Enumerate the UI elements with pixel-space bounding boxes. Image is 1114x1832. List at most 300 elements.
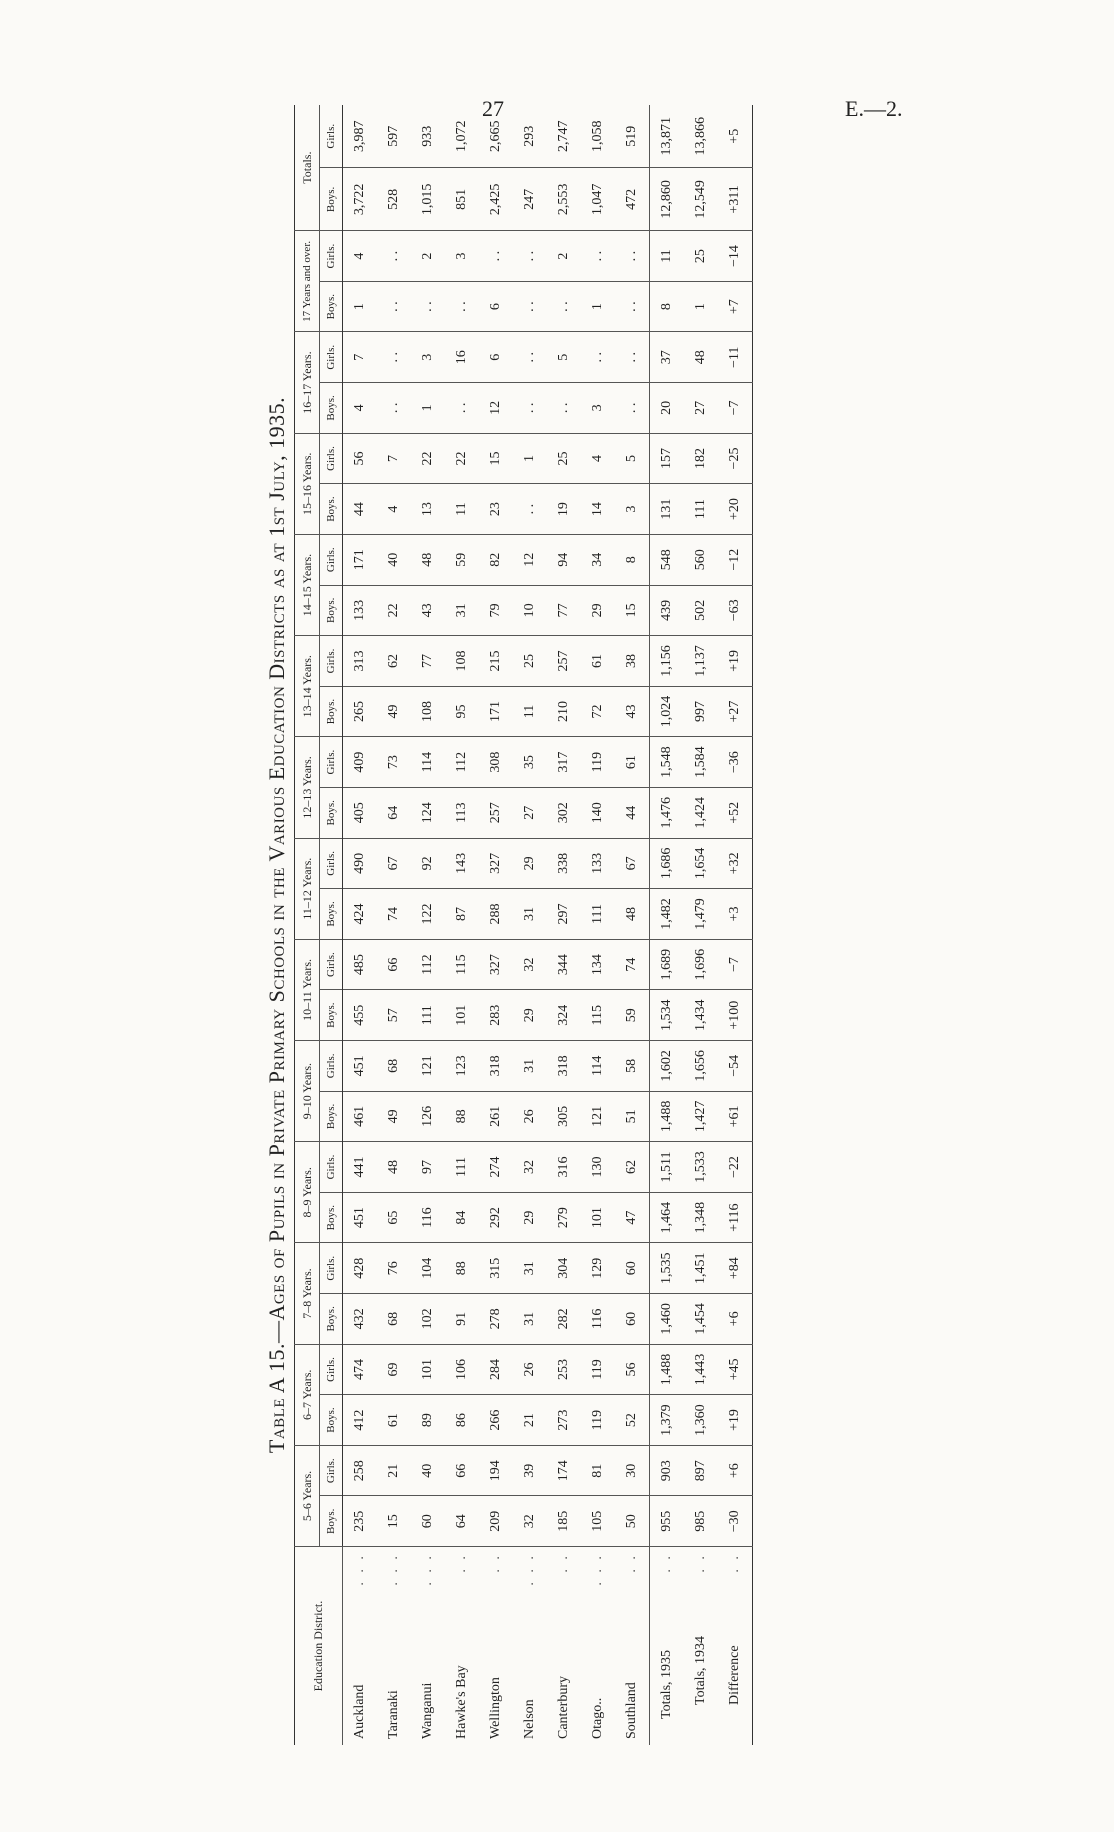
cell-value: . . — [547, 281, 581, 332]
cell-value: 1 — [684, 281, 718, 332]
cell-value: 66 — [377, 939, 411, 990]
cell-value: 59 — [615, 990, 650, 1041]
cell-value: −36 — [718, 737, 753, 788]
cell-value: 44 — [615, 787, 650, 838]
header-boys: Boys. — [320, 1294, 343, 1345]
table-row — [615, 105, 650, 1745]
cell-value: 451 — [343, 1192, 378, 1243]
cell-value: . . — [615, 383, 650, 434]
cell-value: 21 — [513, 1395, 547, 1446]
cell-value: 1 — [513, 433, 547, 484]
cell-value: 133 — [343, 585, 378, 636]
cell-value: 49 — [377, 1091, 411, 1142]
header-girls: Girls. — [320, 231, 343, 282]
cell-value: 12,549 — [684, 168, 718, 231]
cell-value: 3 — [411, 332, 445, 383]
cell-value: 185 — [547, 1496, 581, 1547]
cell-value: 519 — [615, 105, 650, 168]
cell-value: 305 — [547, 1091, 581, 1142]
cell-value: . . — [445, 281, 479, 332]
cell-value: 115 — [581, 990, 615, 1041]
cell-value: 25 — [513, 636, 547, 687]
cell-value: 441 — [343, 1142, 378, 1193]
cell-value: 31 — [445, 585, 479, 636]
cell-value: 43 — [411, 585, 445, 636]
cell-value: 86 — [445, 1395, 479, 1446]
header-boys: Boys. — [320, 787, 343, 838]
cell-value: . . — [445, 383, 479, 434]
cell-value: 274 — [479, 1142, 513, 1193]
cell-value: 283 — [479, 990, 513, 1041]
cell-value: . . — [513, 383, 547, 434]
cell-value: 439 — [650, 585, 685, 636]
cell-value: 210 — [547, 686, 581, 737]
cell-value: 59 — [445, 534, 479, 585]
header-group: 6–7 Years. — [295, 1344, 320, 1445]
cell-value: 34 — [581, 534, 615, 585]
cell-value: 20 — [650, 383, 685, 434]
cell-value: 126 — [411, 1091, 445, 1142]
district-name — [581, 1547, 615, 1745]
cell-value: 72 — [581, 686, 615, 737]
cell-value: +3 — [718, 889, 753, 940]
page-reference: E.—2. — [845, 96, 903, 121]
cell-value: 461 — [343, 1091, 378, 1142]
leader-dots: . . . — [386, 1553, 401, 1586]
cell-value: 6 — [479, 332, 513, 383]
cell-value: 318 — [547, 1041, 581, 1092]
district-label: Wanganui — [420, 1682, 435, 1739]
cell-value: 1,654 — [684, 838, 718, 889]
cell-value: 134 — [581, 939, 615, 990]
cell-value: 37 — [650, 332, 685, 383]
cell-value: 81 — [581, 1445, 615, 1496]
cell-value: 112 — [411, 939, 445, 990]
district-name — [445, 1547, 479, 1745]
table-row — [445, 105, 479, 1745]
cell-value: −22 — [718, 1142, 753, 1193]
cell-value: 2,665 — [479, 105, 513, 168]
cell-value: 1,072 — [445, 105, 479, 168]
leader-dots: . . . — [590, 1553, 605, 1586]
cell-value: 318 — [479, 1041, 513, 1092]
cell-value: 171 — [479, 686, 513, 737]
cell-value: 1,696 — [684, 939, 718, 990]
cell-value: 279 — [547, 1192, 581, 1243]
cell-value: 327 — [479, 939, 513, 990]
cell-value: . . — [513, 231, 547, 282]
leader-dots: . . . — [522, 1553, 537, 1586]
district-name — [684, 1547, 718, 1745]
cell-value: −7 — [718, 939, 753, 990]
cell-value: 324 — [547, 990, 581, 1041]
cell-value: 15 — [615, 585, 650, 636]
header-boys: Boys. — [320, 1192, 343, 1243]
header-girls: Girls. — [320, 1243, 343, 1294]
cell-value: . . — [615, 281, 650, 332]
cell-value: 7 — [377, 433, 411, 484]
cell-value: 171 — [343, 534, 378, 585]
cell-value: 7 — [343, 332, 378, 383]
cell-value: . . — [377, 332, 411, 383]
cell-value: 29 — [581, 585, 615, 636]
cell-value: 26 — [513, 1344, 547, 1395]
cell-value: 40 — [411, 1445, 445, 1496]
cell-value: 472 — [615, 168, 650, 231]
cell-value: 997 — [684, 686, 718, 737]
cell-value: 258 — [343, 1445, 378, 1496]
cell-value: 119 — [581, 1395, 615, 1446]
cell-value: 528 — [377, 168, 411, 231]
cell-value: 1 — [411, 383, 445, 434]
cell-value: 293 — [513, 105, 547, 168]
cell-value: 317 — [547, 737, 581, 788]
cell-value: 1,689 — [650, 939, 685, 990]
cell-value: 64 — [377, 787, 411, 838]
cell-value: 67 — [615, 838, 650, 889]
cell-value: 91 — [445, 1294, 479, 1345]
district-label: Difference — [727, 1645, 742, 1705]
cell-value: 143 — [445, 838, 479, 889]
cell-value: 49 — [377, 686, 411, 737]
cell-value: 490 — [343, 838, 378, 889]
cell-value: 5 — [547, 332, 581, 383]
cell-value: 1,548 — [650, 737, 685, 788]
header-row-sex — [320, 105, 343, 1745]
cell-value: 1,535 — [650, 1243, 685, 1294]
cell-value: 1,424 — [684, 787, 718, 838]
cell-value: 116 — [411, 1192, 445, 1243]
cell-value: +52 — [718, 787, 753, 838]
cell-value: 131 — [650, 484, 685, 535]
district-name — [547, 1547, 581, 1745]
district-name — [343, 1547, 378, 1745]
cell-value: 327 — [479, 838, 513, 889]
header-row-groups — [295, 105, 320, 1745]
header-girls: Girls. — [320, 433, 343, 484]
cell-value: . . — [615, 231, 650, 282]
header-boys: Boys. — [320, 686, 343, 737]
cell-value: 43 — [615, 686, 650, 737]
cell-value: 15 — [479, 433, 513, 484]
cell-value: 47 — [615, 1192, 650, 1243]
cell-value: 48 — [377, 1142, 411, 1193]
cell-value: +5 — [718, 105, 753, 168]
cell-value: 3,987 — [343, 105, 378, 168]
cell-value: 14 — [581, 484, 615, 535]
leader-dots: . . — [556, 1553, 571, 1573]
cell-value: 11 — [650, 231, 685, 282]
cell-value: −7 — [718, 383, 753, 434]
cell-value: +6 — [718, 1445, 753, 1496]
cell-value: 3 — [445, 231, 479, 282]
cell-value: 284 — [479, 1344, 513, 1395]
cell-value: 4 — [343, 231, 378, 282]
cell-value: 182 — [684, 433, 718, 484]
cell-value: . . — [547, 383, 581, 434]
cell-value: . . — [581, 231, 615, 282]
cell-value: 130 — [581, 1142, 615, 1193]
cell-value: 116 — [581, 1294, 615, 1345]
cell-value: 1,434 — [684, 990, 718, 1041]
district-label: Wellington — [488, 1677, 503, 1739]
cell-value: 115 — [445, 939, 479, 990]
cell-value: 108 — [445, 636, 479, 687]
cell-value: . . — [479, 231, 513, 282]
district-label: Nelson — [522, 1699, 537, 1739]
cell-value: −54 — [718, 1041, 753, 1092]
header-boys: Boys. — [320, 168, 343, 231]
cell-value: 92 — [411, 838, 445, 889]
leader-dots: . . — [454, 1553, 469, 1573]
cell-value: 282 — [547, 1294, 581, 1345]
cell-value: 157 — [650, 433, 685, 484]
header-group: 15–16 Years. — [295, 433, 320, 534]
cell-value: 903 — [650, 1445, 685, 1496]
cell-value: 88 — [445, 1091, 479, 1142]
cell-value: 74 — [615, 939, 650, 990]
header-group: 12–13 Years. — [295, 737, 320, 838]
cell-value: 1,488 — [650, 1091, 685, 1142]
cell-value: 2 — [411, 231, 445, 282]
cell-value: 2,747 — [547, 105, 581, 168]
cell-value: 122 — [411, 889, 445, 940]
cell-value: 10 — [513, 585, 547, 636]
cell-value: +6 — [718, 1294, 753, 1345]
cell-value: . . — [377, 281, 411, 332]
cell-value: 60 — [411, 1496, 445, 1547]
leader-dots: . . — [659, 1553, 674, 1573]
cell-value: 64 — [445, 1496, 479, 1547]
cell-value: . . — [513, 332, 547, 383]
cell-value: 1,460 — [650, 1294, 685, 1345]
header-group: Totals. — [295, 105, 320, 231]
cell-value: +32 — [718, 838, 753, 889]
cell-value: 101 — [581, 1192, 615, 1243]
table-row — [343, 105, 378, 1745]
table-row — [513, 105, 547, 1745]
cell-value: 261 — [479, 1091, 513, 1142]
cell-value: 1,584 — [684, 737, 718, 788]
table-row — [547, 105, 581, 1745]
cell-value: 13,871 — [650, 105, 685, 168]
cell-value: 194 — [479, 1445, 513, 1496]
cell-value: 106 — [445, 1344, 479, 1395]
cell-value: 344 — [547, 939, 581, 990]
cell-value: . . — [513, 484, 547, 535]
cell-value: 209 — [479, 1496, 513, 1547]
cell-value: 58 — [615, 1041, 650, 1092]
header-girls: Girls. — [320, 1142, 343, 1193]
cell-value: 548 — [650, 534, 685, 585]
header-district: Education District. — [295, 1547, 343, 1745]
leader-dots: . . — [727, 1553, 742, 1573]
header-girls: Girls. — [320, 838, 343, 889]
leader-dots: . . . — [352, 1553, 367, 1586]
cell-value: 97 — [411, 1142, 445, 1193]
header-girls: Girls. — [320, 1445, 343, 1496]
cell-value: 32 — [513, 939, 547, 990]
district-name — [718, 1547, 753, 1745]
cell-value: 52 — [615, 1395, 650, 1446]
cell-value: 25 — [547, 433, 581, 484]
cell-value: 1,479 — [684, 889, 718, 940]
header-group: 5–6 Years. — [295, 1445, 320, 1546]
cell-value: 2,553 — [547, 168, 581, 231]
header-girls: Girls. — [320, 105, 343, 168]
cell-value: 67 — [377, 838, 411, 889]
cell-value: . . — [581, 332, 615, 383]
cell-value: +311 — [718, 168, 753, 231]
cell-value: 119 — [581, 1344, 615, 1395]
cell-value: 1,379 — [650, 1395, 685, 1446]
cell-value: 22 — [377, 585, 411, 636]
cell-value: 316 — [547, 1142, 581, 1193]
cell-value: 1,443 — [684, 1344, 718, 1395]
cell-value: 1,137 — [684, 636, 718, 687]
cell-value: 40 — [377, 534, 411, 585]
cell-value: 1,360 — [684, 1395, 718, 1446]
cell-value: . . — [377, 231, 411, 282]
cell-value: 121 — [581, 1091, 615, 1142]
cell-value: 111 — [411, 990, 445, 1041]
cell-value: 69 — [377, 1344, 411, 1395]
cell-value: −30 — [718, 1496, 753, 1547]
header-boys: Boys. — [320, 484, 343, 535]
cell-value: −14 — [718, 231, 753, 282]
header-boys: Boys. — [320, 585, 343, 636]
cell-value: 105 — [581, 1496, 615, 1547]
cell-value: 104 — [411, 1243, 445, 1294]
cell-value: 73 — [377, 737, 411, 788]
cell-value: . . — [411, 281, 445, 332]
header-boys: Boys. — [320, 281, 343, 332]
cell-value: 133 — [581, 838, 615, 889]
cell-value: 985 — [684, 1496, 718, 1547]
cell-value: 278 — [479, 1294, 513, 1345]
cell-value: 27 — [513, 787, 547, 838]
cell-value: +84 — [718, 1243, 753, 1294]
leader-dots: . . — [488, 1553, 503, 1573]
cell-value: 1,427 — [684, 1091, 718, 1142]
cell-value: 77 — [547, 585, 581, 636]
cell-value: 215 — [479, 636, 513, 687]
district-name — [479, 1547, 513, 1745]
cell-value: 292 — [479, 1192, 513, 1243]
cell-value: −11 — [718, 332, 753, 383]
cell-value: 29 — [513, 1192, 547, 1243]
cell-value: 124 — [411, 787, 445, 838]
cell-value: . . — [377, 383, 411, 434]
cell-value: 111 — [445, 1142, 479, 1193]
cell-value: 265 — [343, 686, 378, 737]
cell-value: 21 — [377, 1445, 411, 1496]
cell-value: 129 — [581, 1243, 615, 1294]
cell-value: 87 — [445, 889, 479, 940]
cell-value: 121 — [411, 1041, 445, 1092]
cell-value: 1,058 — [581, 105, 615, 168]
header-girls: Girls. — [320, 1041, 343, 1092]
cell-value: 89 — [411, 1395, 445, 1446]
cell-value: 1,602 — [650, 1041, 685, 1092]
cell-value: −63 — [718, 585, 753, 636]
cell-value: 1,015 — [411, 168, 445, 231]
cell-value: 29 — [513, 990, 547, 1041]
cell-value: 3 — [581, 383, 615, 434]
cell-value: 315 — [479, 1243, 513, 1294]
cell-value: 111 — [684, 484, 718, 535]
cell-value: 1,451 — [684, 1243, 718, 1294]
cell-value: +61 — [718, 1091, 753, 1142]
table-body — [343, 105, 753, 1745]
cell-value: 297 — [547, 889, 581, 940]
cell-value: 405 — [343, 787, 378, 838]
district-label: Hawke's Bay — [454, 1665, 469, 1739]
cell-value: 1,511 — [650, 1142, 685, 1193]
cell-value: 455 — [343, 990, 378, 1041]
cell-value: 77 — [411, 636, 445, 687]
cell-value: 22 — [445, 433, 479, 484]
cell-value: 35 — [513, 737, 547, 788]
cell-value: 257 — [479, 787, 513, 838]
cell-value: 474 — [343, 1344, 378, 1395]
cell-value: 113 — [445, 787, 479, 838]
cell-value: +20 — [718, 484, 753, 535]
cell-value: 94 — [547, 534, 581, 585]
cell-value: 235 — [343, 1496, 378, 1547]
header-girls: Girls. — [320, 534, 343, 585]
header-group: 8–9 Years. — [295, 1142, 320, 1243]
cell-value: 44 — [343, 484, 378, 535]
cell-value: +116 — [718, 1192, 753, 1243]
header-boys: Boys. — [320, 990, 343, 1041]
header-boys: Boys. — [320, 383, 343, 434]
cell-value: 102 — [411, 1294, 445, 1345]
header-group: 11–12 Years. — [295, 838, 320, 939]
table-row — [684, 105, 718, 1745]
cell-value: 31 — [513, 889, 547, 940]
cell-value: 48 — [615, 889, 650, 940]
cell-value: 12 — [479, 383, 513, 434]
cell-value: 1 — [343, 281, 378, 332]
cell-value: 955 — [650, 1496, 685, 1547]
cell-value: 25 — [684, 231, 718, 282]
cell-value: 288 — [479, 889, 513, 940]
cell-value: 1,686 — [650, 838, 685, 889]
cell-value: 4 — [343, 383, 378, 434]
table-title: Table A 15.—Ages of Pupils in Private Primary Schools in the Various Education Districts as at 1st July, 1935. — [264, 396, 289, 1454]
leader-dots: . . — [624, 1553, 639, 1573]
page-number: 27 — [482, 96, 504, 121]
cell-value: 313 — [343, 636, 378, 687]
cell-value: 16 — [445, 332, 479, 383]
cell-value: 1,534 — [650, 990, 685, 1041]
cell-value: 3 — [615, 484, 650, 535]
cell-value: 424 — [343, 889, 378, 940]
cell-value: 432 — [343, 1294, 378, 1345]
district-name — [411, 1547, 445, 1745]
header-boys: Boys. — [320, 1091, 343, 1142]
header-group: 13–14 Years. — [295, 636, 320, 737]
cell-value: 51 — [615, 1091, 650, 1142]
cell-value: 304 — [547, 1243, 581, 1294]
header-group: 16–17 Years. — [295, 332, 320, 433]
cell-value: 29 — [513, 838, 547, 889]
district-label: Southland — [624, 1682, 639, 1739]
header-girls: Girls. — [320, 1344, 343, 1395]
header-boys: Boys. — [320, 1496, 343, 1547]
header-boys: Boys. — [320, 889, 343, 940]
